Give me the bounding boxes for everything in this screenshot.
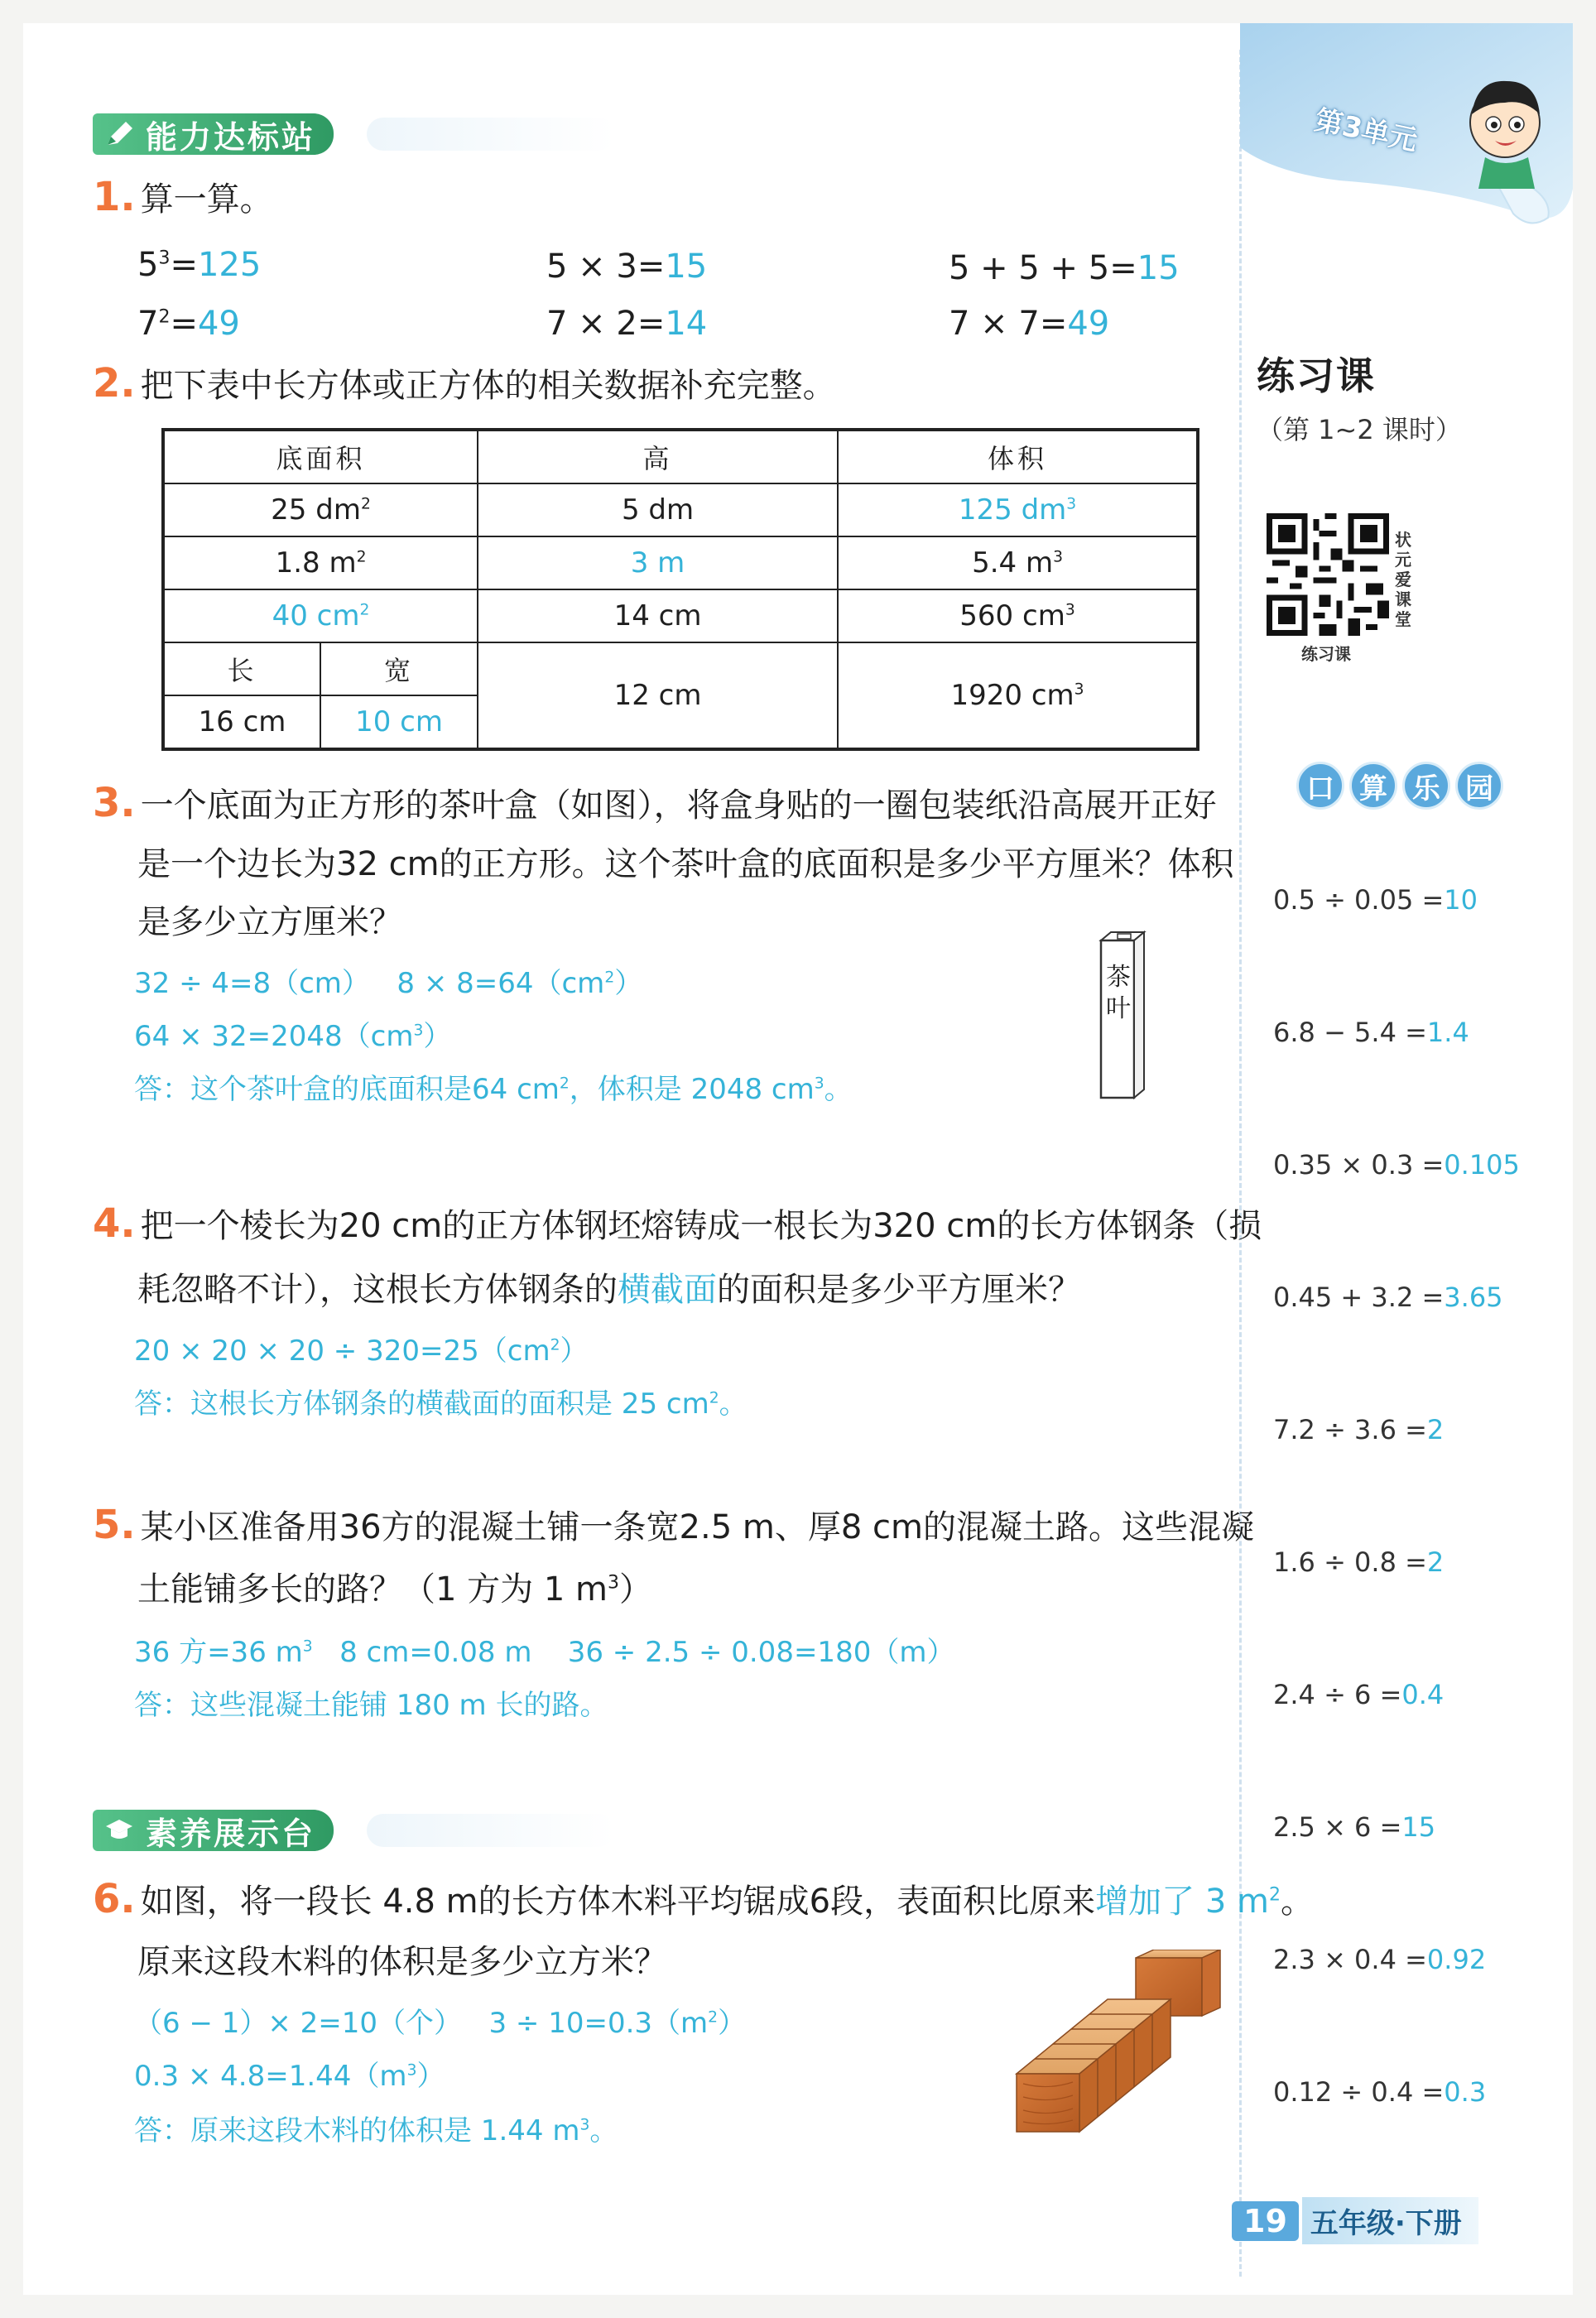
wood-blocks-illustration bbox=[1012, 1950, 1227, 2157]
table-cell: 5 dm bbox=[478, 483, 838, 536]
question-text: 一个底面为正方形的茶叶盒（如图），将盒身贴的一圈包装纸沿高展开正好 bbox=[140, 786, 1217, 825]
drill-item: 2.4 ÷ 6 =0.4 bbox=[1273, 1679, 1445, 1710]
answer-line: 答：原来这段木料的体积是 1.44 $m^3$。 bbox=[134, 2114, 618, 2147]
question-1 bbox=[93, 174, 273, 220]
section-ability-header bbox=[93, 113, 615, 155]
question-number: 1. bbox=[93, 174, 136, 220]
question-text: 是多少立方厘米？ bbox=[137, 903, 402, 941]
q1-item-6: 7 × 7=49 bbox=[949, 305, 1110, 343]
table-subheader: 宽 bbox=[320, 642, 478, 695]
table-header: 底面积 bbox=[163, 430, 478, 483]
highlight-term: 增加了 3 m bbox=[1095, 1883, 1269, 1921]
question-4 bbox=[93, 1200, 1262, 1247]
table-cell: 1920 $cm^3$ bbox=[838, 642, 1198, 749]
calc-line: $0.3 \times 4.8=1.44(m^3)$ bbox=[134, 2060, 445, 2093]
table-subheader: 长 bbox=[163, 642, 320, 695]
drill-item: 2.5 × 6 =15 bbox=[1273, 1811, 1436, 1843]
table-cell-answer: 3 m bbox=[478, 536, 838, 589]
tea-box-label: 茶叶 bbox=[1106, 963, 1131, 1023]
section-fade-bar bbox=[367, 1814, 615, 1847]
table-cell: 1.8 $m^2$ bbox=[163, 536, 478, 589]
qr-label: 练习课 bbox=[1301, 644, 1351, 664]
unit-label: 第3单元 bbox=[1311, 103, 1421, 158]
table-cell: 5.4 $m^3$ bbox=[838, 536, 1198, 589]
table-row bbox=[163, 589, 1198, 642]
sidebar-divider bbox=[1239, 50, 1242, 2277]
question-text: 算一算。 bbox=[140, 180, 273, 219]
tea-box-illustration bbox=[1094, 929, 1154, 1104]
q1-item-2: 5 × 3=15 bbox=[546, 248, 708, 286]
lesson-subtitle: （第 1~2 课时） bbox=[1257, 414, 1462, 445]
drill-title: 口 算 乐 园 bbox=[1296, 762, 1503, 810]
page-footer bbox=[1232, 2197, 1478, 2244]
highlight-term: 横截面 bbox=[618, 1271, 717, 1309]
question-text: 原来这段木料的体积是多少立方米？ bbox=[137, 1943, 667, 1981]
answer-line: 答：这个茶叶盒的底面积是64 $cm^2$，体积是 2048 $cm^3$。 bbox=[134, 1073, 853, 1106]
calc-line: （6 − 1）× 2=10（个） $3 \div 10=0.3(m^2)$ bbox=[134, 2007, 747, 2040]
question-text: 如图，将一段长 4.8 m的长方体木料平均锯成6段，表面积比原来 bbox=[140, 1883, 1096, 1921]
drill-item: 0.35 × 0.3 =0.105 bbox=[1273, 1149, 1520, 1181]
pencil-icon bbox=[104, 120, 134, 148]
drill-item: 1.6 ÷ 0.8 =2 bbox=[1273, 1546, 1445, 1578]
grade-label: 五年级·下册 bbox=[1302, 2197, 1478, 2244]
question-3 bbox=[93, 780, 1217, 826]
question-number: 2. bbox=[93, 360, 136, 406]
question-text: 把一个棱长为20 cm的正方体钢坯熔铸成一根长为320 cm的长方体钢条（损 bbox=[140, 1207, 1262, 1245]
table-cell: 12 cm bbox=[478, 642, 838, 749]
table-cell: 560 $cm^3$ bbox=[838, 589, 1198, 642]
q1-item-3: 5 + 5 + 5=15 bbox=[949, 249, 1180, 287]
table-cell-answer: 10 cm bbox=[320, 695, 478, 749]
table-row bbox=[163, 483, 1198, 536]
question-number: 6. bbox=[93, 1876, 136, 1922]
drill-item: 0.5 ÷ 0.05 =10 bbox=[1273, 884, 1478, 916]
answer-line: 答：这些混凝土能铺 180 m 长的路。 bbox=[134, 1689, 608, 1722]
table-cell: 14 cm bbox=[478, 589, 838, 642]
section-title: 能力达标站 bbox=[146, 118, 316, 156]
qr-code[interactable] bbox=[1267, 513, 1389, 636]
data-table bbox=[161, 428, 1199, 751]
drill-item: 6.8 − 5.4 =1.4 bbox=[1273, 1017, 1469, 1048]
question-text: 某小区准备用36方的混凝土铺一条宽2.5 m、厚8 cm的混凝土路。这些混凝 bbox=[140, 1508, 1254, 1546]
calc-line: $64 \times 32=2048(cm^3)$ bbox=[134, 1020, 452, 1053]
graduation-cap-icon bbox=[104, 1816, 134, 1844]
question-number: 4. bbox=[93, 1200, 136, 1247]
table-cell-answer: 40 $cm^2$ bbox=[163, 589, 478, 642]
lesson-title: 练习课 bbox=[1257, 353, 1376, 398]
calc-line: 32 ÷ 4=8（cm） $8 \times 8=64(cm^2)$ bbox=[134, 967, 643, 1000]
question-text: 土能铺多长的路？（1 方为 1 $m^3$） bbox=[137, 1570, 653, 1609]
question-6: 6. 如图，将一段长 4.8 m的长方体木料平均锯成6段，表面积比原来增加了 3 $m^2$。 bbox=[93, 1876, 1314, 1922]
section-fade-bar bbox=[367, 118, 615, 151]
answer-value: 49 bbox=[1067, 305, 1110, 343]
calc-line: 36 方=36 $m^3$ 8 cm=0.08 m 36 ÷ 2.5 ÷ 0.08=180（m） bbox=[134, 1636, 955, 1669]
q1-item-4: $7^2=49$ bbox=[137, 305, 240, 343]
q1-item-1: $5^3=125$ bbox=[137, 246, 262, 284]
question-text: 耗忽略不计），这根长方体钢条的横截面的面积是多少平方厘米？ bbox=[137, 1271, 1081, 1309]
question-text: 把下表中长方体或正方体的相关数据补充完整。 bbox=[140, 367, 836, 405]
table-row bbox=[163, 536, 1198, 589]
answer-value: 15 bbox=[665, 248, 708, 286]
drill-item: 2.3 × 0.4 =0.92 bbox=[1273, 1944, 1487, 1975]
table-cell: 25 $dm^2$ bbox=[163, 483, 478, 536]
drill-item: 0.12 ÷ 0.4 =0.3 bbox=[1273, 2076, 1487, 2108]
table-header: 高 bbox=[478, 430, 838, 483]
page-number: 19 bbox=[1232, 2201, 1299, 2241]
calc-line: $20 \times 20 \times 20 \div 320=25(cm^2)$ bbox=[134, 1335, 589, 1368]
table-header: 体积 bbox=[838, 430, 1198, 483]
answer-value: 14 bbox=[665, 305, 708, 343]
section-title: 素养展示台 bbox=[146, 1815, 316, 1852]
answer-value: 15 bbox=[1137, 249, 1180, 287]
question-text: 是一个边长为32 cm的正方形。这个茶叶盒的底面积是多少平方厘米？体积 bbox=[137, 845, 1234, 883]
question-5 bbox=[93, 1502, 1254, 1548]
table-cell-answer: 125 $dm^3$ bbox=[838, 483, 1198, 536]
q1-item-5: 7 × 2=14 bbox=[546, 305, 708, 343]
qr-side-label: 状元爱课堂 bbox=[1395, 530, 1411, 629]
table-row bbox=[163, 642, 1198, 695]
answer-value: 125 bbox=[197, 246, 262, 284]
question-number: 5. bbox=[93, 1502, 136, 1548]
question-2 bbox=[93, 360, 836, 406]
table-cell: 16 cm bbox=[163, 695, 320, 749]
answer-line: 答：这根长方体钢条的横截面的面积是 25 $cm^2$。 bbox=[134, 1387, 748, 1421]
drill-item: 0.45 + 3.2 =3.65 bbox=[1273, 1282, 1503, 1313]
question-number: 3. bbox=[93, 780, 136, 826]
answer-value: 49 bbox=[197, 305, 240, 343]
section-literacy-header bbox=[93, 1810, 615, 1851]
drill-item: 7.2 ÷ 3.6 =2 bbox=[1273, 1414, 1445, 1445]
